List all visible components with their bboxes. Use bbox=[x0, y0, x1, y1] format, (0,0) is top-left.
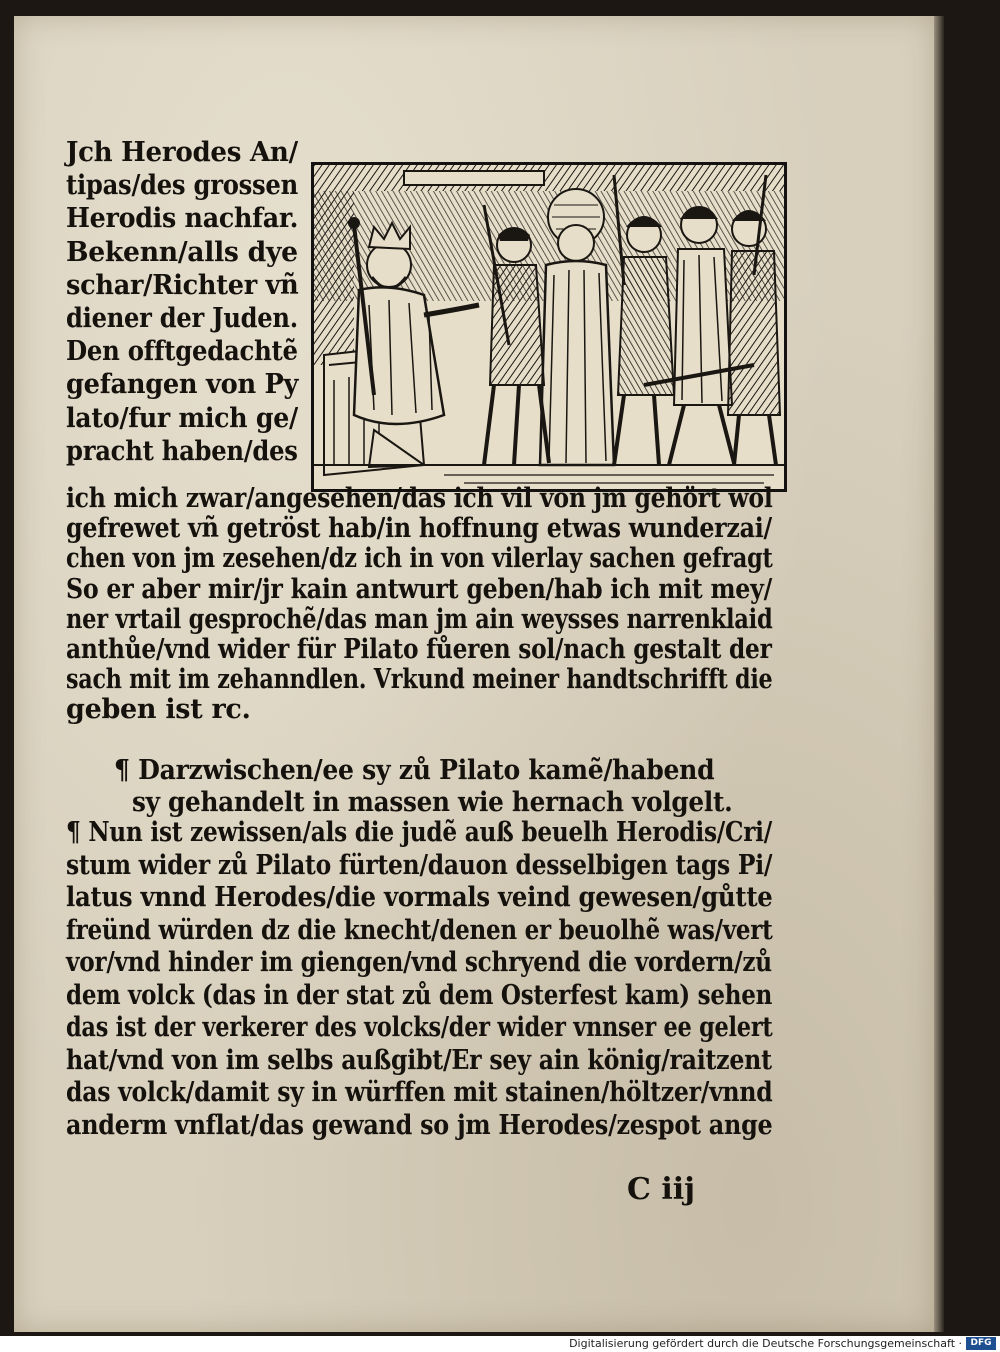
page-edge bbox=[934, 16, 944, 1332]
footer-text: Digitalisierung gefördert durch die Deutsche Forschungsgemeinschaft · bbox=[569, 1337, 962, 1350]
dfg-logo-icon: DFG bbox=[966, 1337, 996, 1350]
text-line: latus vnnd Herodes/die vormals veind gewesen/gůtte bbox=[66, 882, 773, 913]
text-line: ¶ Nun ist zewissen/als die judẽ auß beuelh Herodis/Cri/ bbox=[66, 817, 772, 848]
text-line: chen von jm zesehen/dz ich in von vilerlay sachen gefragt bbox=[66, 543, 773, 575]
text-line: geben ist rc. bbox=[66, 694, 251, 726]
text-line: Jch Herodes An/ bbox=[66, 137, 298, 168]
text-line: hat/vnd von im selbs außgibt/Er sey ain könig/raitzent bbox=[66, 1044, 772, 1076]
text-line: das volck/damit sy in würffen mit stainen/höltzer/vnnd bbox=[66, 1077, 773, 1108]
text-line: vor/vnd hinder im giengen/vnd schryend die vordern/zů bbox=[66, 947, 772, 978]
text-line: tipas/des grossen bbox=[66, 170, 298, 202]
woodcut-svg bbox=[314, 165, 784, 489]
text-line: Herodis nachfar. bbox=[66, 203, 299, 235]
text-line: dem volck (das in der stat zů dem Osterfest kam) sehen bbox=[66, 979, 773, 1011]
text-line: ¶ Darzwischen/ee sy zů Pilato kamẽ/habend bbox=[114, 755, 715, 786]
text-line: das ist der verkerer des volcks/der wider vnnser ee gelert bbox=[66, 1012, 773, 1043]
text-line: pracht haben/des bbox=[66, 435, 298, 467]
text-line: diener der Juden. bbox=[66, 303, 298, 334]
text-line: schar/Richter vñ bbox=[66, 269, 299, 301]
text-line: ner vrtail gesprochẽ/das man jm ain weysses narrenklaid bbox=[66, 603, 773, 635]
text-line: ich mich zwar/angesehen/das ich vil von jm gehört wol bbox=[66, 483, 773, 514]
footer bbox=[0, 1336, 1000, 1352]
text-line: anthůe/vnd wider für Pilato fůeren sol/nach gestalt der bbox=[66, 634, 772, 665]
text-line: lato/fur mich ge/ bbox=[66, 402, 298, 434]
text-line: gefangen von Py bbox=[66, 369, 299, 401]
text-line: freünd würden dz die knecht/denen er beuolhẽ was/vert bbox=[66, 914, 773, 946]
text-line: Bekenn/alls dye bbox=[66, 236, 298, 268]
book-page bbox=[14, 16, 934, 1332]
text-line: sach mit im zehanndlen. Vrkund meiner handtschrifft die bbox=[66, 664, 773, 696]
text-line: stum wider zů Pilato fürten/dauon desselbigen tags Pi/ bbox=[66, 849, 773, 881]
text-line: So er aber mir/jr kain antwurt geben/hab ich mit mey/ bbox=[66, 573, 772, 605]
woodcut-illustration bbox=[311, 162, 787, 492]
text-line: sy gehandelt in massen wie hernach volgelt. bbox=[132, 787, 733, 818]
text-line: anderm vnflat/das gewand so jm Herodes/zespot ange bbox=[66, 1109, 773, 1141]
text-line: Den offtgedachtẽ bbox=[66, 336, 298, 368]
text-line: gefrewet vñ getröst hab/in hoffnung etwas wunderzai/ bbox=[66, 513, 772, 545]
signature-mark: C iij bbox=[627, 1172, 695, 1207]
